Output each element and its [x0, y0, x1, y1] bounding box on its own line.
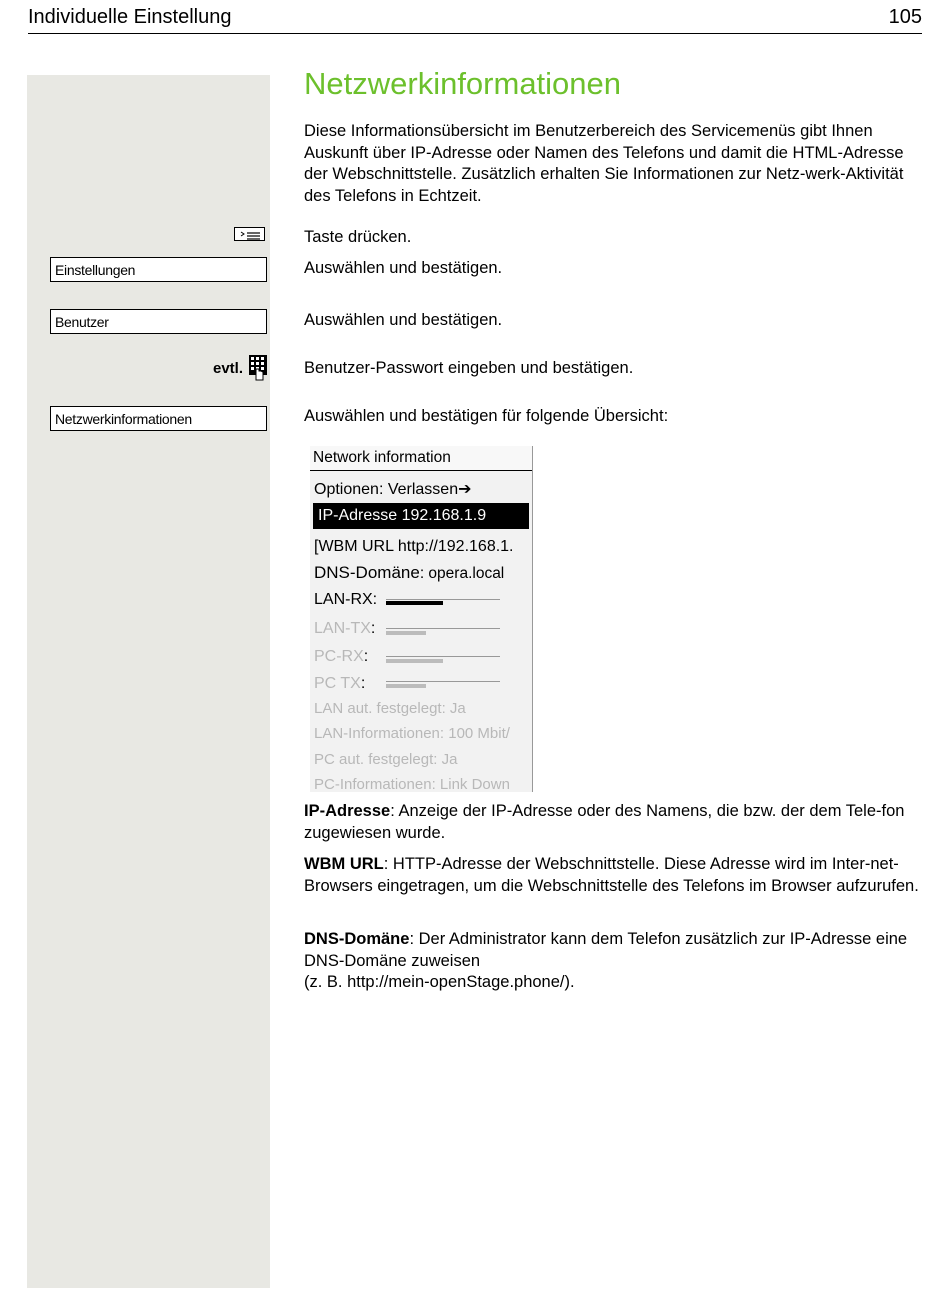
definition-text: : Anzeige der IP-Adresse oder des Namens, die bzw. der dem Tele-fon zugewiesen wurde.: [304, 802, 905, 842]
menu-item-einstellungen: Einstellungen: [50, 257, 267, 282]
screen-lan-info: [314, 725, 510, 742]
screen-lan-auto-label: LAN aut. festgelegt: [314, 700, 442, 717]
header-rule: [28, 33, 922, 34]
screen-title: Network information: [313, 449, 451, 466]
screen-pc-auto: [314, 751, 457, 768]
keypad-icon: [249, 355, 267, 381]
screen-pc-info-value: : Link Down: [431, 776, 510, 792]
definition-ip-address: [304, 801, 924, 844]
definition-text: : Der Administrator kann dem Telefon zusätzlich zur IP-Adresse eine DNS-Domäne zuweisen: [304, 930, 908, 970]
screen-pc-info-label: PC-Informationen: [314, 776, 432, 792]
menu-key-icon: [234, 227, 265, 241]
arrow-right-icon: ➔: [458, 481, 472, 498]
pc-tx-track: [386, 681, 500, 682]
intro-paragraph: Diese Informationsübersicht im Benutzerbereich des Servicemenüs gibt Ihnen Auskunft über IP-Adresse oder Namen des Telefons und damit die HTML-Adresse der Webschnittstelle. Zusätzlich erhalten Sie Informationen zur Netz-werk-Aktivität des Telefons in Echtzeit.: [304, 122, 904, 205]
screen-pc-auto-value: : Ja: [433, 751, 458, 768]
lan-tx-track: [386, 628, 500, 629]
phone-screen: [310, 446, 533, 792]
screen-lan-rx-label: LAN-RX:: [314, 591, 378, 608]
evtl-label: evtl.: [212, 360, 243, 377]
page-number: 105: [888, 6, 922, 28]
page-title: Netzwerkinformationen: [304, 66, 622, 101]
screen-lan-tx-colon: :: [370, 620, 376, 637]
screen-pc-rx-colon: :: [363, 648, 369, 665]
definition-wbm-url: [304, 854, 924, 897]
definition-dns-domain: [304, 929, 924, 994]
pc-rx-bar: [386, 659, 443, 663]
screen-lan-info-label: LAN-Informationen: [314, 725, 440, 742]
step-select-overview: Auswählen und bestätigen für folgende Übersicht:: [304, 407, 669, 425]
lan-tx-bar: [386, 631, 426, 635]
screen-dns-value: : opera.local: [419, 565, 505, 582]
screen-options-text: Optionen: Verlassen: [314, 481, 459, 498]
screen-lan-info-value: : 100 Mbit/: [439, 725, 510, 742]
definition-text: : HTTP-Adresse der Webschnittstelle. Diese Adresse wird im Inter-net-Browsers eingetragen, um die Webschnittstelle des Telefons im Browser aufzurufen.: [304, 855, 919, 895]
definition-term: WBM URL: [304, 855, 384, 873]
step-enter-password: Benutzer-Passwort eingeben und bestätigen.: [304, 359, 634, 377]
screen-dns: [314, 563, 504, 583]
running-header-title: Individuelle Einstellung: [28, 6, 232, 28]
definition-example: (z. B. http://mein-openStage.phone/).: [304, 973, 575, 991]
screen-lan-tx: [314, 620, 375, 638]
screen-pc-tx-colon: :: [360, 675, 366, 692]
step-select-benutzer: Auswählen und bestätigen.: [304, 311, 503, 329]
screen-pc-info: [314, 776, 510, 792]
screen-pc-tx: [314, 675, 365, 693]
step-press-key: Taste drücken.: [304, 228, 412, 246]
screen-lan-auto: [314, 700, 466, 717]
screen-dns-label: DNS-Domäne: [314, 563, 420, 582]
definition-term: DNS-Domäne: [304, 930, 410, 948]
screen-lan-tx-label: LAN-TX: [314, 620, 371, 637]
menu-item-netzwerkinformationen: Netzwerkinformationen: [50, 406, 267, 431]
definition-term: IP-Adresse: [304, 802, 391, 820]
screen-header: [310, 446, 532, 471]
pc-rx-track: [386, 656, 500, 657]
lan-rx-track: [386, 599, 500, 600]
menu-item-benutzer: Benutzer: [50, 309, 267, 334]
screen-options: [314, 479, 472, 499]
screen-pc-tx-label: PC TX: [314, 675, 361, 692]
screen-pc-rx: [314, 648, 368, 666]
lan-rx-bar: [386, 601, 443, 605]
screen-pc-auto-label: PC aut. festgelegt: [314, 751, 434, 768]
screen-lan-auto-value: : Ja: [441, 700, 466, 717]
screen-pc-rx-label: PC-RX: [314, 648, 364, 665]
step-select-einstellungen: Auswählen und bestätigen.: [304, 259, 503, 277]
pc-tx-bar: [386, 684, 426, 688]
screen-wbm-url: [WBM URL http://192.168.1.: [314, 538, 514, 555]
screen-selected-ip: IP-Adresse 192.168.1.9: [313, 503, 529, 529]
